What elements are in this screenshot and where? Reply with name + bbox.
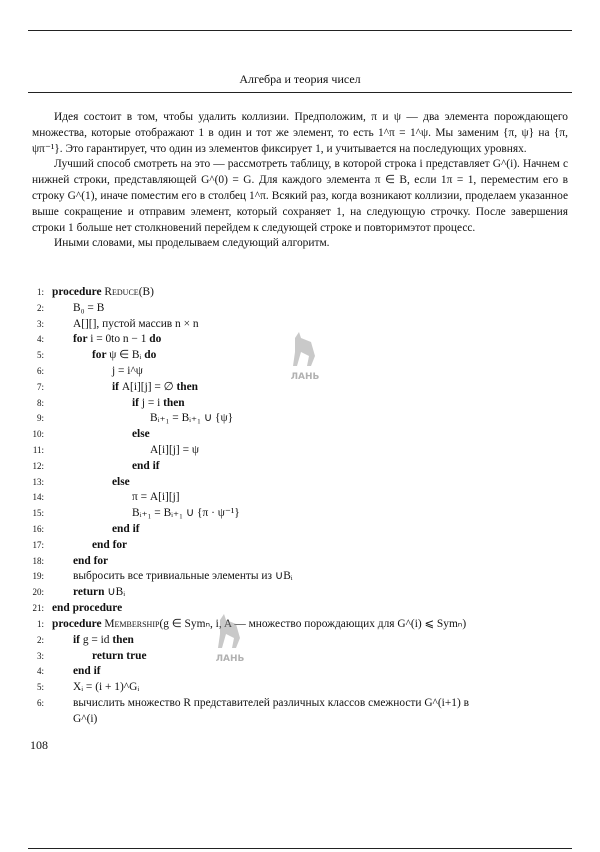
code-fragment: (B)	[138, 286, 154, 298]
code-fragment: Bᵢ₊₁ = Bᵢ₊₁ ∪ {π · ψ⁻¹}	[132, 507, 240, 520]
code-text	[73, 585, 125, 601]
code-text	[73, 633, 134, 649]
line-number: 20:	[32, 587, 44, 598]
code-text	[150, 411, 233, 427]
page-number: 108	[30, 738, 48, 752]
code-text	[52, 601, 122, 617]
keyword: procedure	[52, 618, 105, 630]
line-number: 3:	[36, 650, 44, 661]
code-fragment: ∪Bᵢ	[107, 586, 126, 599]
code-text	[150, 443, 199, 459]
line-number: 12:	[32, 460, 44, 471]
procedure-name: Reduce	[104, 286, 139, 298]
line-number: 15:	[32, 508, 44, 519]
line-number: 14:	[32, 492, 44, 503]
code-fragment: j = i	[141, 396, 164, 409]
code-fragment: g = id	[82, 633, 113, 646]
line-number: 21:	[32, 602, 44, 613]
line-number: 6:	[36, 697, 44, 708]
code-fragment: A[i][j] = ∅	[121, 380, 177, 393]
code-fragment: (g ∈ Symₙ, i, A — множество порождающих для G^(i) ⩽ Symₙ)	[159, 618, 467, 630]
code-fragment: выбросить все тривиальные элементы из ∪Bᵢ	[73, 570, 293, 583]
code-text	[73, 696, 469, 712]
keyword: if	[73, 633, 83, 646]
code-fragment: ψ ∈ Bᵢ	[109, 349, 145, 362]
code-text	[132, 427, 150, 443]
algorithm-line	[0, 411, 600, 427]
algorithm-line	[0, 649, 600, 665]
line-number: 11:	[32, 444, 44, 455]
code-text	[92, 538, 127, 554]
logo-lettering-2: ЛАНЬ	[215, 654, 245, 664]
line-number: 18:	[32, 555, 44, 566]
code-fragment: Xᵢ = (i + 1)^Gᵢ	[73, 681, 140, 694]
keyword: end if	[132, 459, 160, 472]
code-text	[132, 490, 180, 506]
top-rule	[28, 30, 572, 31]
code-text	[73, 712, 97, 728]
code-fragment: i = 0to n − 1	[90, 333, 150, 346]
algorithm-line	[0, 427, 600, 443]
algorithm-line	[0, 475, 600, 491]
algorithm-line	[0, 585, 600, 601]
code-text	[112, 475, 130, 491]
line-number: 1:	[36, 619, 44, 629]
code-text	[92, 649, 147, 665]
keyword: end for	[92, 538, 128, 551]
algorithm-line	[0, 443, 600, 459]
algorithm-line	[0, 633, 600, 649]
code-fragment: A[i][j] = ψ	[150, 443, 199, 456]
algorithm-line	[0, 459, 600, 475]
keyword: if	[132, 396, 142, 409]
code-text	[73, 301, 104, 317]
algorithm-line	[0, 617, 600, 633]
code-text	[132, 506, 240, 522]
line-number: 5:	[36, 350, 44, 361]
line-number: 2:	[36, 302, 44, 313]
keyword: end if	[112, 522, 140, 535]
code-text	[52, 617, 466, 633]
line-number: 4:	[36, 334, 44, 345]
code-text	[132, 459, 160, 475]
line-number: 10:	[32, 429, 44, 440]
keyword: then	[163, 396, 185, 409]
code-text	[73, 554, 108, 570]
line-number: 9:	[36, 413, 44, 424]
algorithm-line	[0, 380, 600, 396]
algorithm-line	[0, 506, 600, 522]
code-text	[112, 380, 198, 396]
line-number: 17:	[32, 539, 44, 550]
algorithm-line	[0, 569, 600, 585]
code-fragment: π = A[i][j]	[132, 491, 180, 504]
code-fragment: B₀ = B	[73, 301, 105, 314]
line-number: 3:	[36, 318, 44, 329]
algorithm-line	[0, 522, 600, 538]
keyword: return true	[92, 649, 147, 662]
algorithm-line	[0, 664, 600, 680]
algorithm-line	[0, 538, 600, 554]
line-number: 13:	[32, 476, 44, 487]
algorithm-line	[0, 396, 600, 412]
logo-lettering: ЛАНЬ	[290, 372, 320, 382]
running-header: Алгебра и теория чисел	[239, 72, 361, 86]
algorithm-line	[0, 301, 600, 317]
line-number: 1:	[36, 287, 44, 297]
code-text	[73, 569, 293, 585]
bottom-rule	[28, 848, 572, 849]
algorithm-line	[0, 712, 600, 728]
algorithm-line	[0, 554, 600, 570]
keyword: for	[73, 333, 91, 346]
line-number: 2:	[36, 634, 44, 645]
keyword: then	[176, 380, 198, 393]
code-fragment: вычислить множество R представителей различных классов смежности G^(i+1) в	[73, 696, 469, 709]
keyword: end if	[73, 665, 101, 678]
code-text	[73, 332, 161, 348]
line-number: 19:	[32, 571, 44, 582]
line-number: 7:	[36, 381, 44, 392]
body-text	[32, 110, 568, 252]
code-text	[112, 364, 143, 380]
keyword: do	[144, 349, 157, 362]
keyword: for	[92, 349, 110, 362]
algorithm-line	[0, 696, 600, 712]
code-text	[73, 680, 139, 696]
publisher-logo-icon-2	[210, 612, 250, 664]
keyword: procedure	[52, 286, 105, 298]
paragraph-3: Иными словами, мы проделываем следующий алгоритм.	[54, 237, 330, 250]
code-text	[73, 317, 199, 333]
line-number: 5:	[36, 682, 44, 693]
keyword: end procedure	[52, 601, 123, 614]
code-fragment: Bᵢ₊₁ = Bᵢ₊₁ ∪ {ψ}	[150, 412, 234, 425]
code-text	[132, 396, 185, 412]
code-fragment: A[][], пустой массив n × n	[73, 317, 199, 330]
code-text	[112, 522, 140, 538]
code-fragment: j = i^ψ	[112, 364, 143, 377]
code-fragment: G^(i)	[73, 712, 98, 725]
code-text	[52, 285, 154, 301]
line-number: 8:	[36, 397, 44, 408]
algorithm-line	[0, 490, 600, 506]
paragraph-2: Лучший способ смотреть на это — рассмотреть таблицу, в которой строка i представляет G^(i). Начнем с нижней строки, представляющей G^(0) = G. Для каждого элемента π ∈ B, если 1π = 1, переместим его в строку G^(1), иначе поместим его в столбец 1^π. Всякий раз, когда возникают коллизии, проделаем указанное выше сокращение и отправим элемент, который сохраняет 1, на следующую строчку. После завершения строки 1 больше нет столкновений перейдем к следующей строке и повторимэтот процесс.	[32, 158, 568, 234]
algorithm-membership	[0, 617, 600, 728]
line-number: 4:	[36, 666, 44, 677]
algorithm-line	[0, 285, 600, 301]
procedure-name: Membership	[104, 618, 160, 630]
publisher-logo-icon	[285, 330, 325, 382]
code-text	[73, 664, 101, 680]
keyword: if	[112, 380, 122, 393]
header-rule	[28, 92, 572, 93]
keyword: else	[132, 428, 150, 441]
code-text	[92, 348, 156, 364]
algorithm-line	[0, 601, 600, 617]
keyword: return	[73, 586, 108, 599]
keyword: end for	[73, 554, 109, 567]
line-number: 16:	[32, 523, 44, 534]
keyword: do	[149, 333, 162, 346]
line-number: 6:	[36, 365, 44, 376]
keyword: else	[112, 475, 130, 488]
paragraph-1: Идея состоит в том, чтобы удалить коллизии. Предположим, π и ψ — два элемента порождающего множества, которые отображают 1 в один и тот же элемент, то есть 1^π = 1^ψ. Мы заменим {π, ψ} на {π, ψπ⁻¹}. Это гарантирует, что один из элементов фиксирует 1, и учитывается на последующих уровнях.	[32, 111, 568, 155]
algorithm-line	[0, 680, 600, 696]
keyword: then	[112, 633, 134, 646]
